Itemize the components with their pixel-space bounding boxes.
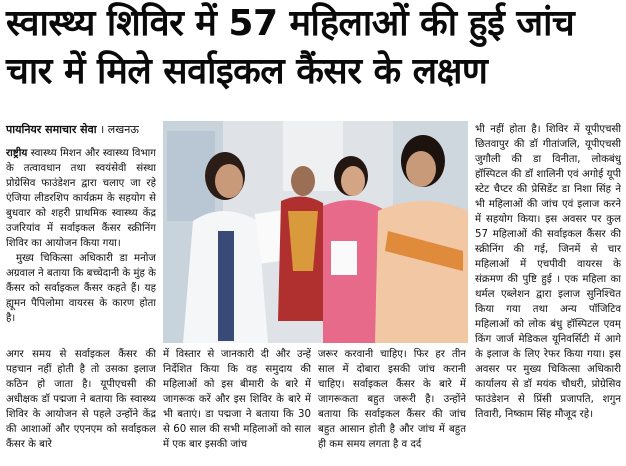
article-paragraph-5: जरूर करवानी चाहिए। फिर हर तीन साल में दोबारा इसकी जांच करानी चाहिए। सर्वाइकल कैंसर के बारे में जागरूकता बहुत जरूरी है। उन्होंने बताया कि सर्वाइकल कैंसर की जांच बहुत आसान होती है और जांच में बहुत ही कम समय लगता है व दर्द <box>318 349 466 450</box>
news-photo <box>163 121 468 343</box>
article-lead-word: राष्ट्रीय <box>6 148 28 159</box>
byline <box>6 122 166 137</box>
byline-city: लखनऊ <box>107 123 139 136</box>
article-column-2 <box>163 347 311 462</box>
headline-line-2: चार में मिले सर्वाइकल कैंसर के लक्षण <box>6 51 488 92</box>
photo-illustration <box>163 121 468 343</box>
byline-separator: । <box>96 123 108 136</box>
article-column-1-lower <box>6 347 156 462</box>
article-column-1 <box>6 146 156 346</box>
article-column-3 <box>318 347 466 462</box>
article-paragraph-3: अगर समय से सर्वाइकल कैंसर की पहचान नहीं होती है तो उसका इलाज कठिन हो जाता है। यूपीएचसी की अधीक्षक डॉ पद्मजा ने बताया कि स्वास्थ्य शिविर के आयोजन से पहले उन्होंने केंद्र की आशाओं और एएनएम को सर्वाइकल कैंसर के बारे <box>6 349 156 450</box>
article-paragraph-1: स्वास्थ्य मिशन और स्वास्थ्य विभाग के तत्वावधान तथा स्वयंसेवी संस्था प्रोग्रेसिव फाउंडेशन द्वारा चलाए जा रहे एंजिया लीडरशिप कार्यक्रम के सहयोग से बुधवार को शहरी प्राथमिक स्वास्थ्य केंद्र उजरियांव में सर्वाइकल कैंसर स्क्रीनिंग शिविर का आयोजन किया गया। <box>6 148 156 249</box>
article-paragraph-2: मुख्य चिकित्सा अधिकारी डा मनोज अग्रवाल ने बताया कि बच्चेदानी के मुंह के कैंसर को सर्वाइकल कैंसर कहते हैं। यह ह्यूमन पैपिलोमा वायरस के कारण होता है। <box>6 253 156 324</box>
article-paragraph-4: में विस्तार से जानकारी दी और उन्हें निर्देशित किया कि वह समुदाय की महिलाओं को इस बीमारी के बारे में जागरूक करें और इस शिविर के बारे में भी बताएं। डा पद्मजा ने बताया कि 30 से 60 साल की सभी महिलाओं को साल में एक बार इसकी जांच <box>163 349 311 450</box>
headline-line-1: स्वास्थ्य शिविर में 57 महिलाओं की हुई जांच <box>6 3 575 44</box>
headline <box>6 2 622 94</box>
article-paragraph-6: भी नहीं होता है। शिविर में यूपीएचसी छितवापुर की डॉ गीतांजलि, यूपीएचसी जुगौली की डा विनीता, लोकबंधु हॉस्पिटल की डॉ शालिनी एवं अगोई यूपी स्टेट चैप्टर की प्रेसिडेंट डा निशा सिंह ने भी महिलाओं की जांच एवं इलाज करने में सहयोग किया। इस अवसर पर कुल 57 महिलाओं की सर्वाइकल कैंसर की स्क्रीनिंग की गई, जिनमें से चार महिलाओं में एचपीवी वायरस के संक्रमण की पुष्टि हुई । एक महिला का थर्मल एब्लेशन द्वारा इलाज सुनिश्चित किया गया तथा अन्य पॉजिटिव महिलाओं को लोक बंधु हॉस्पिटल एवम् किंग जार्ज मेडिकल यूनिवर्सिटी में आगे के इलाज के लिए रेफर किया गया। इस अवसर पर मुख्य चिकित्सा अधिकारी कार्यालय से डॉ मयंक चौधरी, प्रोग्रेसिव फाउंडेशन से प्रिंसी प्रजापति, शगुन तिवारी, निष्काम सिंह मौजूद रहे। <box>475 124 621 420</box>
article-column-4 <box>475 122 621 462</box>
byline-source: पायनियर समाचार सेवा <box>6 123 97 136</box>
